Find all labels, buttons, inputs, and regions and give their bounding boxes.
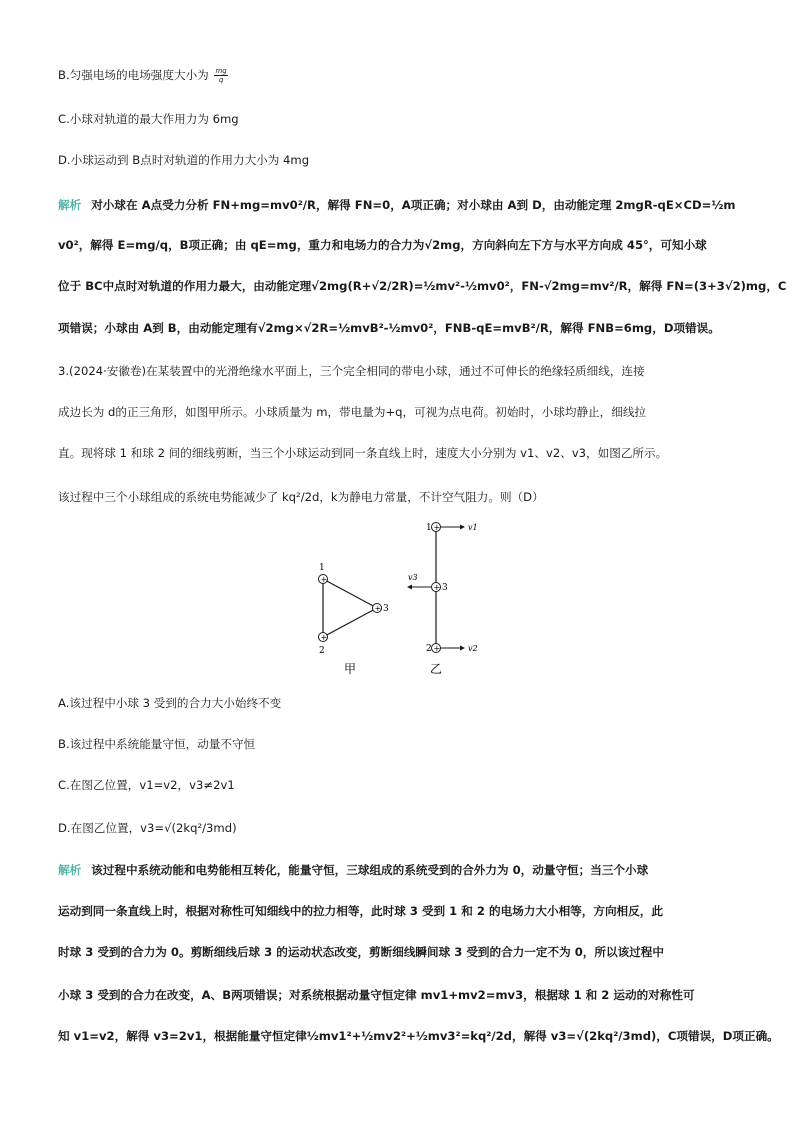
svg-text:+: +: [433, 523, 441, 532]
p3-analysis-line-1: [58, 862, 648, 878]
p2-option-b-text: B.匀强电场的电场强度大小为: [58, 68, 209, 82]
velocity-arrow-v2: [441, 646, 465, 651]
charge-ball-1: [319, 575, 328, 585]
label-ball-2: 2: [319, 646, 325, 656]
svg-text:+: +: [374, 604, 382, 613]
analysis-tag: 解析: [58, 863, 82, 877]
charge-ball-2: [319, 633, 328, 643]
charge-ball-3-b: [432, 583, 441, 593]
label-v1: v1: [468, 523, 478, 532]
svg-text:+: +: [433, 644, 441, 653]
svg-text:+: +: [433, 583, 441, 592]
p3-analysis-line-3: 时球 3 受到的合力为 0。剪断细线后球 3 的运动状态改变，剪断细线瞬间球 3 受到的合力一定不为 0，所以该过程中: [58, 945, 664, 959]
label-v2: v2: [468, 644, 478, 653]
p3-stem-line-1: 3.(2024·安徽卷)在某装置中的光滑绝缘水平面上，三个完全相同的带电小球，通过不可伸长的绝缘轻质细线，连接: [58, 364, 645, 378]
p2-analysis-line-4: 项错误；小球由 A到 B，由动能定理有√2mg×√2R=½mvB²-½mv0²，FNB-qE=mvB²/R，解得 FNB=6mg，D项错误。: [58, 321, 720, 335]
caption-yi: 乙: [430, 662, 443, 675]
svg-text:+: +: [320, 575, 328, 584]
p3-option-c: C.在图乙位置，v1=v2，v3≠2v1: [58, 778, 235, 792]
p3-figure: [300, 515, 510, 679]
p2-analysis-text-1: 对小球在 A点受力分析 FN+mg=mv0²/R，解得 FN=0，A项正确；对小球由 A到 D，由动能定理 2mgR-qE×CD=½m: [91, 198, 736, 212]
p3-stem-line-4: 该过程中三个小球组成的系统电势能减少了 kq²/2d，k为静电力常量，不计空气阻力。则（D）: [58, 490, 544, 504]
p3-analysis-line-4: 小球 3 受到的合力在改变，A、B两项错误；对系统根据动量守恒定律 mv1+mv2=mv3，根据球 1 和 2 运动的对称性可: [58, 988, 695, 1002]
p3-stem-line-2: 成边长为 d的正三角形，如图甲所示。小球质量为 m，带电量为+q，可视为点电荷。初始时，小球均静止，细线拉: [58, 405, 647, 419]
caption-jia: 甲: [344, 662, 357, 675]
p2-option-b: [58, 67, 230, 84]
charge-ball-3: [373, 604, 382, 614]
figure-b-line: [407, 523, 478, 676]
p2-option-d: D.小球运动到 B点时对轨道的作用力大小为 4mg: [58, 153, 310, 167]
label-ball-1-b: 1: [426, 523, 432, 533]
p2-analysis-line-1: [58, 197, 735, 213]
p3-option-b: B.该过程中系统能量守恒，动量不守恒: [58, 737, 256, 751]
p3-analysis-line-5: 知 v1=v2，解得 v3=2v1，根据能量守恒定律½mv1²+½mv2²+½mv3²=kq²/2d，解得 v3=√(2kq²/3md)，C项错误，D项正确。: [58, 1029, 779, 1043]
label-ball-2-b: 2: [426, 644, 432, 654]
label-ball-1: 1: [319, 563, 325, 573]
p2-option-b-fraction: [214, 67, 227, 84]
p2-analysis-line-2: v0²，解得 E=mg/q，B项正确；由 qE=mg，重力和电场力的合力为√2mg，方向斜向左下方与水平方向成 45°，可知小球: [58, 238, 707, 252]
figure-a-triangle: [319, 563, 390, 675]
label-ball-3: 3: [383, 604, 389, 614]
svg-text:+: +: [320, 633, 328, 642]
p3-analysis-line-2: 运动到同一条直线上时，根据对称性可知细线中的拉力相等，此时球 3 受到 1 和 2 的电场力大小相等，方向相反，此: [58, 904, 663, 918]
velocity-arrow-v3: [407, 585, 431, 590]
label-ball-3-b: 3: [442, 583, 448, 593]
p3-option-a: A.该过程中小球 3 受到的合力大小始终不变: [58, 696, 282, 710]
fraction-numerator: mg: [215, 67, 227, 75]
charge-diagram: [300, 515, 510, 675]
velocity-arrow-v1: [441, 525, 465, 530]
p3-analysis-text-1: 该过程中系统动能和电势能相互转化，能量守恒，三球组成的系统受到的合外力为 0，动量守恒；当三个小球: [91, 863, 649, 877]
analysis-tag: 解析: [58, 198, 82, 212]
p2-option-c: C.小球对轨道的最大作用力为 6mg: [58, 112, 239, 126]
label-v3: v3: [408, 573, 418, 582]
charge-ball-2-b: [432, 644, 441, 654]
charge-ball-1-b: [432, 523, 441, 533]
p3-option-d: D.在图乙位置，v3=√(2kq²/3md): [58, 821, 237, 835]
p2-analysis-line-3: 位于 BC中点时对轨道的作用力最大，由动能定理√2mg(R+√2/2R)=½mv²-½mv0²，FN-√2mg=mv²/R，解得 FN=(3+3√2)mg，C: [58, 279, 787, 293]
p3-stem-line-3: 直。现将球 1 和球 2 间的细线剪断，当三个小球运动到同一条直线上时，速度大小分别为 v1、v2、v3，如图乙所示。: [58, 446, 668, 460]
fraction-denominator: q: [218, 76, 224, 84]
